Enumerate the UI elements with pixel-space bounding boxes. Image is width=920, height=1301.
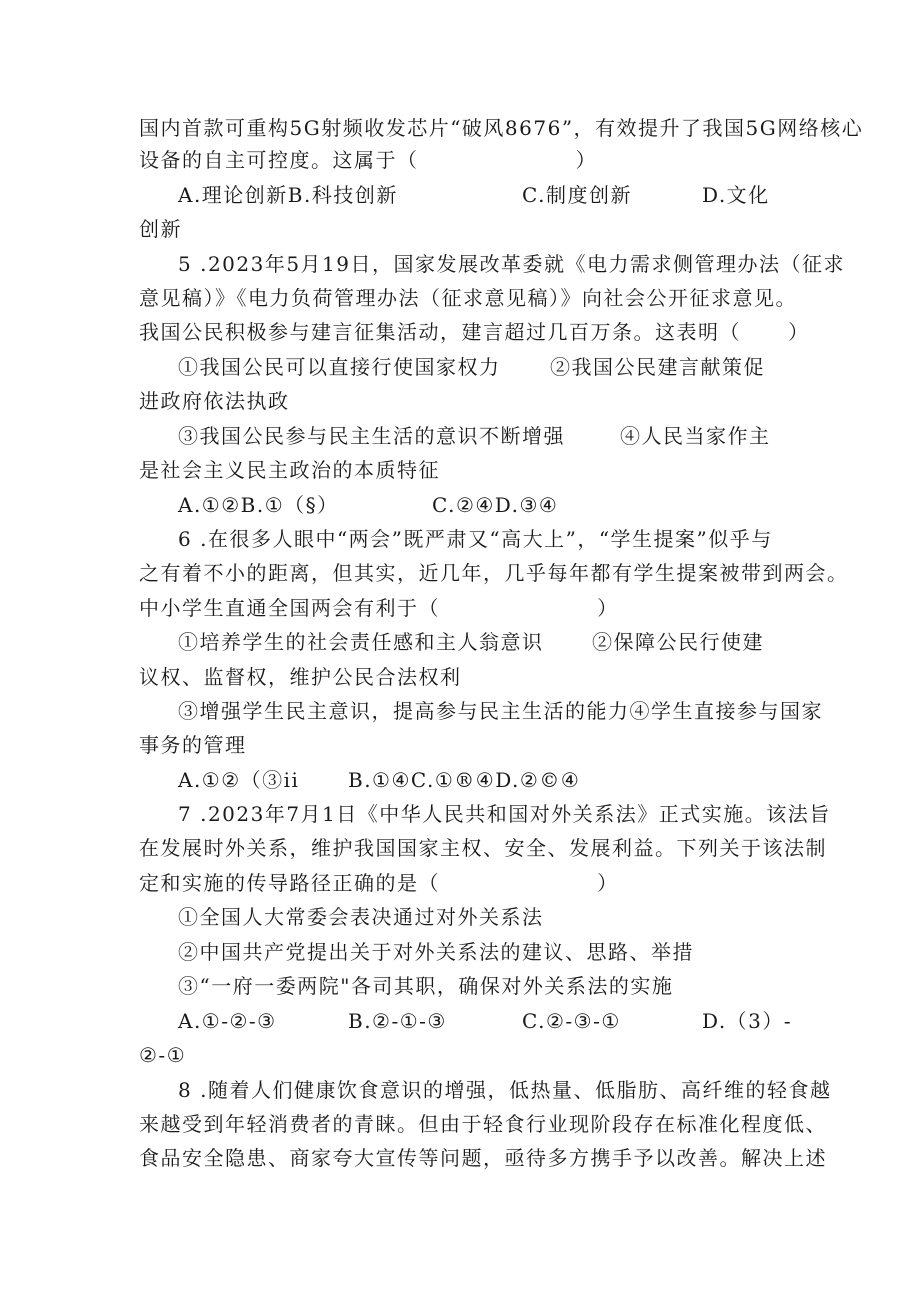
q4-stem-line-1: 国内首款可重构5G射频收发芯片“破风8676”，有效提升了我国5G网络核心 [139,116,864,140]
q7-option-b: B.②-①-③ [348,1009,447,1033]
q7-option-d: D.（3）- [702,1009,793,1033]
q6-statement-2-continued: 议权、监督权，维护公民合法权利 [139,665,462,689]
q6-statement-2: ②保障公民行使建 [592,630,764,654]
q6-options-bcd: B.①④C.①®④D.②©④ [348,768,581,792]
q7-stem-line-3: 定和实施的传导路径正确的是（ ） [139,871,619,895]
q6-statement-4-continued: 事务的管理 [139,733,247,757]
q6-stem-line-3: 中小学生直通全国两会有利于（ ） [139,596,619,620]
q8-stem-line-1: 8 .随着人们健康饮食意识的增强，低热量、低脂肪、高纤维的轻食越 [178,1078,832,1102]
q4-option-d: D.文化 [702,183,770,207]
q7-option-c: C.②-③-① [522,1009,621,1033]
q5-stem-line-1: 5 .2023年5月19日，国家发展改革委就《电力需求侧管理办法（征求 [178,252,846,276]
q6-statement-1: ①培养学生的社会责任感和主人翁意识 [178,630,544,654]
q4-option-ab: A.理论创新B.科技创新 [178,183,398,207]
q5-statement-3: ③我国公民参与民主生活的意识不断增强 [178,424,565,448]
q4-option-c: C.制度创新 [522,183,632,207]
q4-stem-line-2: 设备的自主可控度。这属于（ ） [139,148,598,172]
q7-statement-1: ①全国人大常委会表决通过对外关系法 [178,905,544,929]
q6-option-a: A.①②（③ii [178,768,300,792]
q5-options-cd: C.②④D.③④ [432,493,559,517]
q7-stem-line-1: 7 .2023年7月1日《中华人民共和国对外关系法》正式实施。该法旨 [178,802,831,826]
q4-option-d-continued: 创新 [139,217,182,241]
q5-options-ab: A.①②B.①（§） [178,493,339,517]
q5-statement-2-continued: 进政府依法执政 [139,389,290,413]
q6-stem-line-2: 之有着不小的距离，但其实，近几年，几乎每年都有学生提案被带到两会。 [139,561,849,585]
q8-stem-line-3: 食品安全隐患、商家夸大宣传等问题，亟待多方携手予以改善。解决上述 [139,1146,827,1170]
q5-statement-4-continued: 是社会主义民主政治的本质特征 [139,458,440,482]
q5-statement-2: ②我国公民建言献策促 [550,355,765,379]
q7-stem-line-2: 在发展时外关系，维护我国国家主权、安全、发展利益。下列关于该法制 [139,836,827,860]
q5-stem-line-2: 意见稿）》《电力负荷管理办法（征求意见稿）》向社会公开征求意见。 [139,286,797,310]
q5-statement-4: ④人民当家作主 [620,424,771,448]
q8-stem-line-2: 来越受到年轻消费者的青睐。但由于轻食行业现阶段存在标准化程度低、 [139,1112,827,1136]
q7-option-d-continued: ②-① [139,1043,187,1067]
q6-stem-line-1: 6 .在很多人眼中“两会”既严肃又“高大上”，“学生提案”似乎与 [178,527,773,551]
q5-stem-line-3: 我国公民积极参与建言征集活动，建言超过几百万条。这表明（ ） [139,320,810,344]
q7-option-a: A.①-②-③ [178,1009,277,1033]
q7-statement-3: ③“一府一委两院"各司其职，确保对外关系法的实施 [178,974,674,998]
q6-statements-3-4: ③增强学生民主意识，提高参与民主生活的能力④学生直接参与国家 [178,699,823,723]
q5-statement-1: ①我国公民可以直接行使国家权力 [178,355,501,379]
q7-statement-2: ②中国共产党提出关于对外关系法的建议、思路、举措 [178,940,694,964]
